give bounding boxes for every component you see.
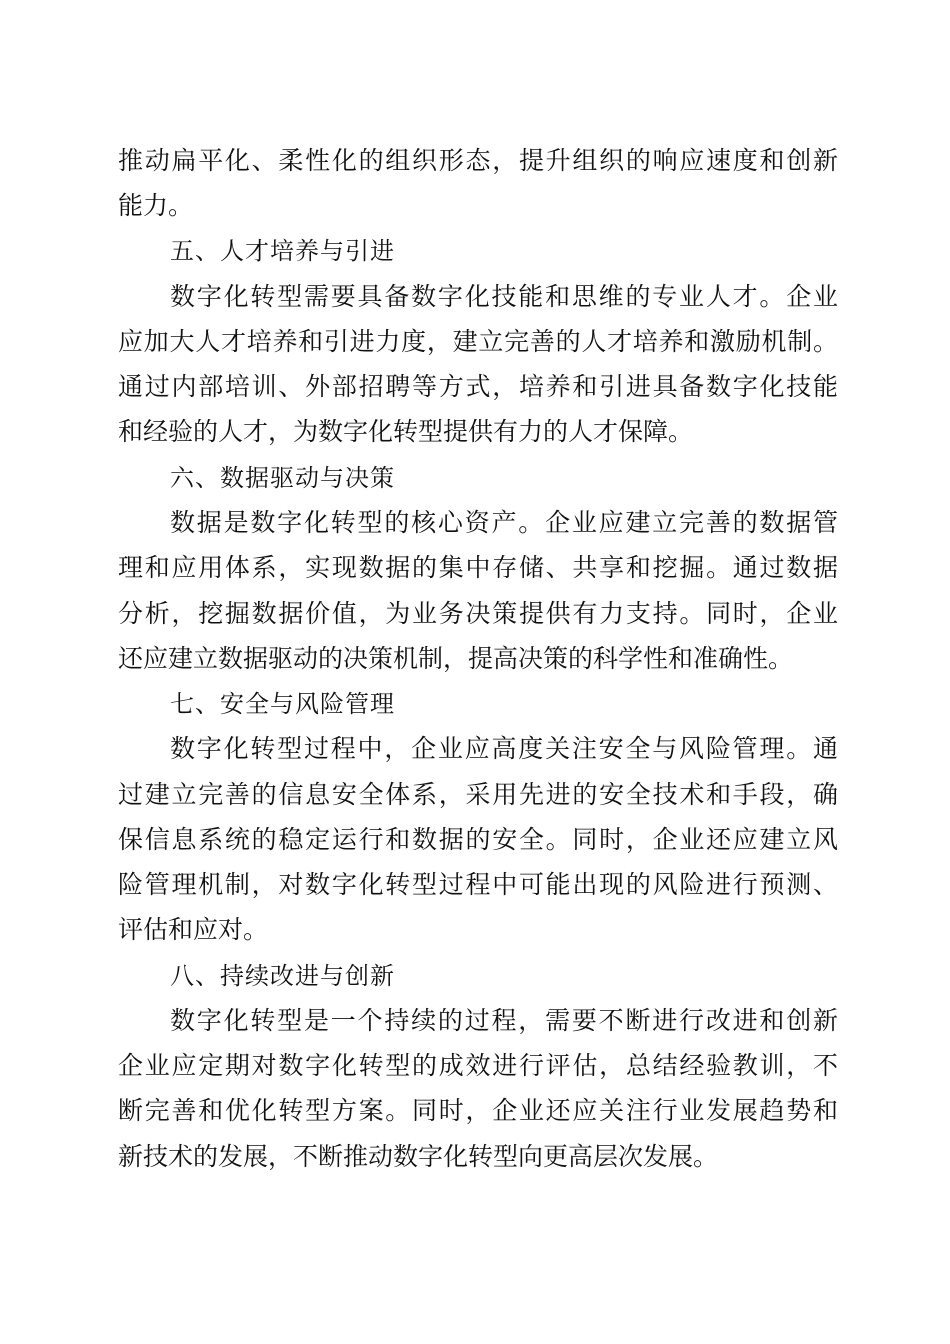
section-heading-data-driven: 六、数据驱动与决策 — [170, 464, 395, 492]
paragraph-line: 保信息系统的稳定运行和数据的安全。同时，企业还应建立风 — [118, 825, 838, 854]
paragraph-line: 数据是数字化转型的核心资产。企业应建立完善的数据管 — [170, 508, 838, 537]
paragraph-line: 数字化转型过程中，企业应高度关注安全与风险管理。通 — [170, 734, 838, 763]
section-heading-security-risk: 七、安全与风险管理 — [170, 690, 395, 718]
paragraph-line: 企业应定期对数字化转型的成效进行评估，总结经验教训，不 — [118, 1051, 838, 1080]
paragraph-line: 和经验的人才，为数字化转型提供有力的人才保障。 — [118, 417, 694, 446]
paragraph-line: 新技术的发展，不断推动数字化转型向更高层次发展。 — [118, 1142, 719, 1171]
paragraph-line: 通过内部培训、外部招聘等方式，培养和引进具备数字化技能 — [118, 372, 838, 401]
section-heading-improvement: 八、持续改进与创新 — [170, 962, 395, 990]
paragraph-line: 应加大人才培养和引进力度，建立完善的人才培养和激励机制。 — [118, 327, 838, 356]
paragraph-line: 还应建立数据驱动的决策机制，提高决策的科学性和准确性。 — [118, 644, 794, 673]
paragraph-line: 能力。 — [118, 191, 194, 220]
paragraph-line: 数字化转型需要具备数字化技能和思维的专业人才。企业 — [170, 282, 838, 311]
paragraph-line: 评估和应对。 — [118, 915, 269, 944]
paragraph-line: 理和应用体系，实现数据的集中存储、共享和挖掘。通过数据 — [118, 553, 838, 582]
paragraph-line: 险管理机制，对数字化转型过程中可能出现的风险进行预测、 — [118, 870, 838, 899]
section-heading-talent: 五、人才培养与引进 — [170, 237, 395, 265]
paragraph-line: 推动扁平化、柔性化的组织形态，提升组织的响应速度和创新 — [118, 146, 838, 175]
paragraph-line: 分析，挖掘数据价值，为业务决策提供有力支持。同时，企业 — [118, 599, 838, 628]
paragraph-line: 断完善和优化转型方案。同时，企业还应关注行业发展趋势和 — [118, 1096, 838, 1125]
paragraph-line: 数字化转型是一个持续的过程，需要不断进行改进和创新 — [170, 1006, 838, 1035]
paragraph-line: 过建立完善的信息安全体系，采用先进的安全技术和手段，确 — [118, 780, 838, 809]
